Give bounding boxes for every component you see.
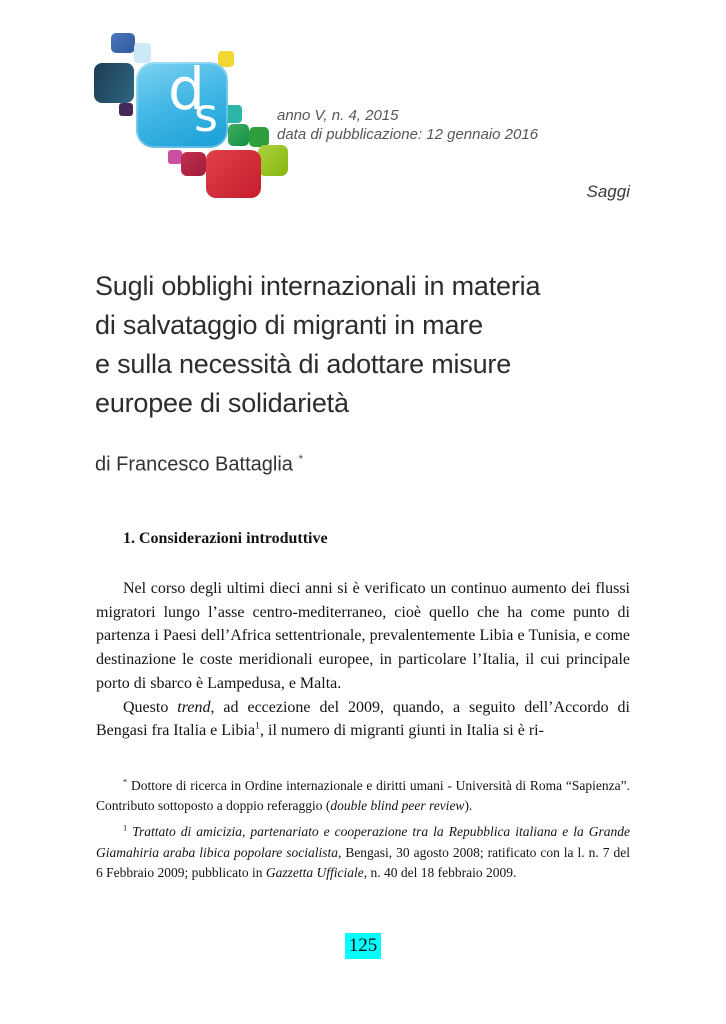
logo-letter-d: d bbox=[168, 55, 205, 123]
logo-square-green2 bbox=[249, 127, 269, 147]
logo-square-navy bbox=[94, 63, 134, 103]
logo-ds-tile bbox=[136, 55, 228, 148]
logo-square-pink bbox=[168, 150, 182, 164]
footnote-star bbox=[96, 776, 630, 816]
p2-italic-term: trend bbox=[177, 698, 211, 716]
logo-square-lime bbox=[258, 145, 288, 176]
author-byline bbox=[95, 447, 303, 477]
logo-square-red bbox=[206, 150, 261, 198]
p2-text: , il numero di migranti giunti in Italia si è ri- bbox=[260, 722, 544, 740]
logo-letter-s: s bbox=[194, 88, 218, 142]
logo-square-paleblue bbox=[134, 43, 151, 63]
title-line-4: europee di solidarietà bbox=[95, 388, 349, 418]
footnote-star-text-end: ). bbox=[464, 798, 473, 814]
footnote-1-text-end: , n. 40 del 18 febbraio 2009. bbox=[363, 864, 517, 880]
paragraph-2 bbox=[96, 696, 630, 743]
article-title bbox=[95, 267, 655, 423]
section-heading: 1. Considerazioni introduttive bbox=[123, 530, 328, 547]
author-footnote-marker: * bbox=[298, 452, 304, 466]
issue-number-line: anno V, n. 4, 2015 bbox=[277, 107, 399, 124]
paragraph-1: Nel corso degli ultimi dieci anni si è verificato un continuo aumento dei flussi migratori lungo l’asse centro-mediterraneo, cioè quello che ha come punto di partenza i Paesi dell’Africa settentrionale, prevalentemente Libia e Tunisia, e come destinazione le coste meridionali europee, in particolare l’Italia, il cui principale porto di sbarco è Lampedusa, e Malta. bbox=[96, 580, 630, 692]
section-label: Saggi bbox=[586, 182, 630, 201]
footnote-star-italic: double blind peer review bbox=[330, 798, 465, 814]
journal-logo bbox=[86, 28, 298, 210]
page-footer bbox=[0, 933, 726, 959]
publication-date-line: data di pubblicazione: 12 gennaio 2016 bbox=[277, 126, 539, 143]
logo-square-purple bbox=[119, 103, 133, 116]
p2-text: , ad eccezione del 2009, quando, a seguito dell’Accordo di Bengasi fra Italia e Libia bbox=[96, 698, 630, 740]
footnote-1-marker: 1 bbox=[123, 823, 128, 833]
footnotes bbox=[96, 776, 630, 889]
footnote-star-text: Dottore di ricerca in Ordine internazionale e diritti umani - Università di Roma “Sapienza”. Contributo sottoposto a doppio referaggio ( bbox=[96, 778, 630, 814]
footnote-1-text: , Bengasi, 30 agosto 2008; ratificato con la l. n. 7 del 6 Febbraio 2009; pubblicato in bbox=[96, 844, 630, 880]
title-line-2: di salvataggio di migranti in mare bbox=[95, 310, 483, 340]
footnote-star-marker: * bbox=[123, 777, 128, 787]
footnote-reference-1: 1 bbox=[255, 720, 260, 732]
footnote-1-treaty-title: Trattato di amicizia, partenariato e cooperazione tra la Repubblica italiana e la Grande Giamahiria araba libica popolare socialista bbox=[96, 824, 630, 860]
logo-square-crimson bbox=[181, 152, 206, 176]
page-number: 125 bbox=[345, 933, 382, 959]
author-name: di Francesco Battaglia bbox=[95, 453, 293, 476]
article-body bbox=[96, 577, 630, 743]
logo-square-green bbox=[228, 124, 249, 146]
footnote-1 bbox=[96, 822, 630, 883]
logo-square-blue bbox=[111, 33, 135, 53]
issue-info bbox=[277, 106, 538, 144]
p2-text: Questo bbox=[123, 698, 178, 716]
title-line-3: e sulla necessità di adottare misure bbox=[95, 349, 512, 379]
footnote-1-gazzetta: Gazzetta Ufficiale bbox=[265, 864, 364, 880]
title-line-1: Sugli obblighi internazionali in materia bbox=[95, 271, 541, 301]
